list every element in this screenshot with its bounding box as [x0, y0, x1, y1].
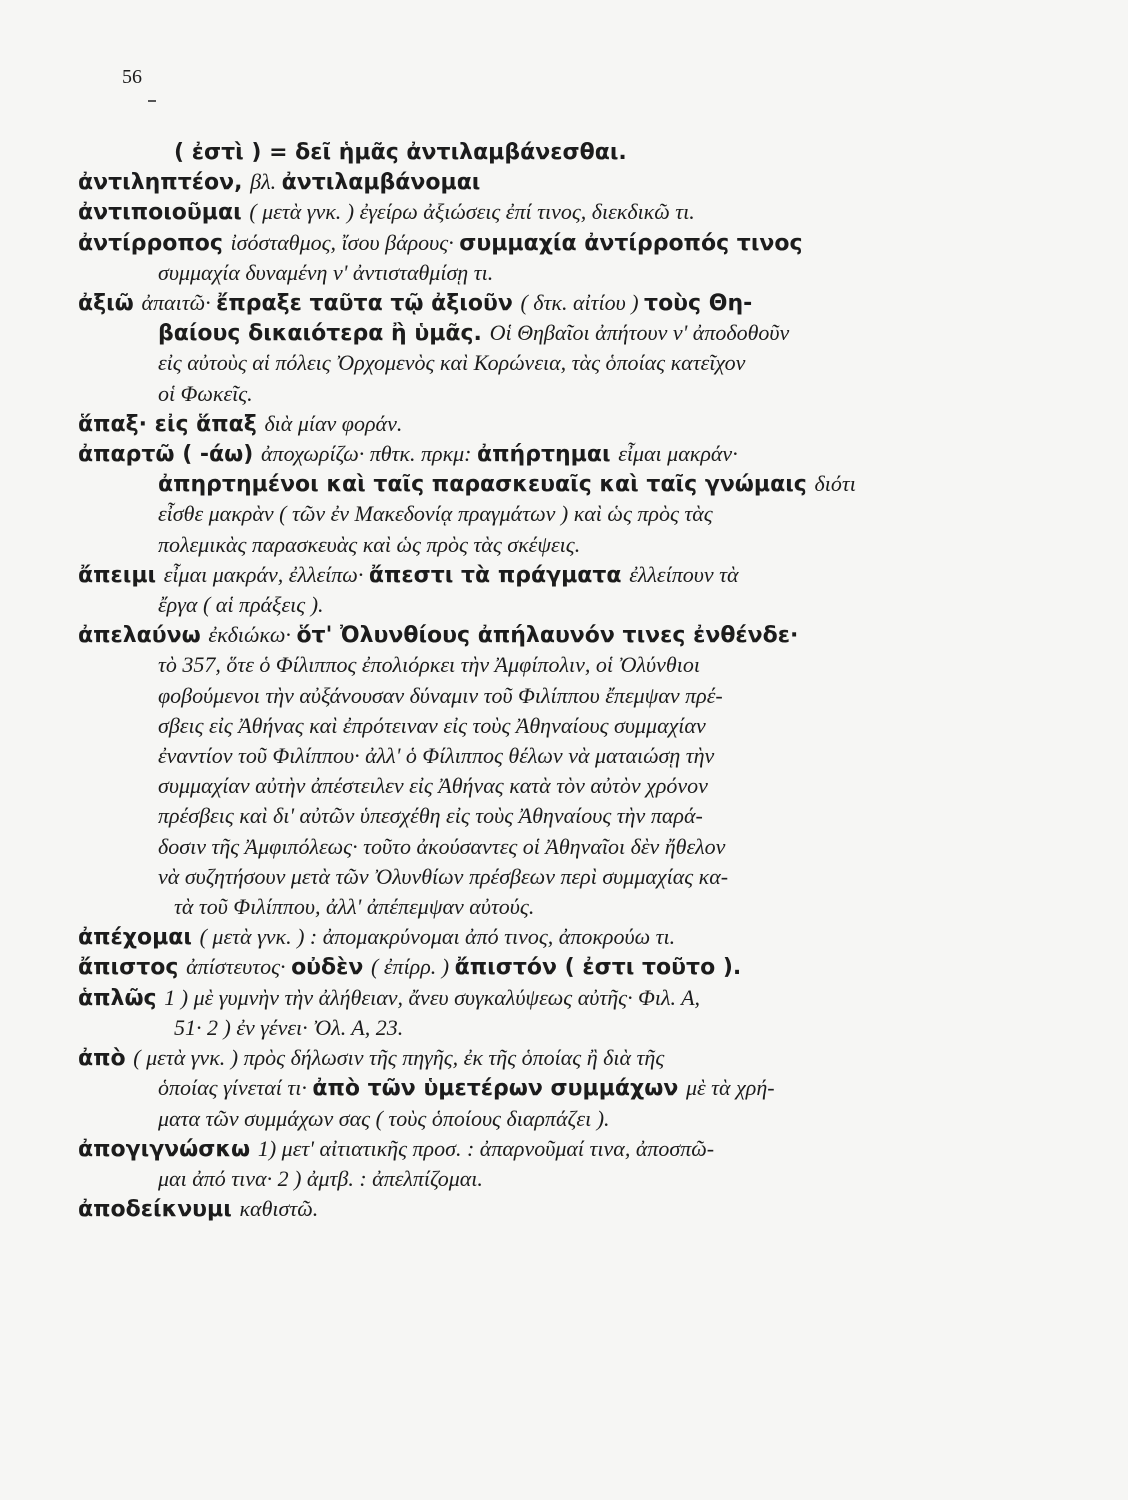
- headword-or-phrase: βαίους δικαιότερα ἢ ὑμᾶς.: [158, 321, 490, 347]
- definition-text: εἰς αὐτοὺς αἱ πόλεις Ὀρχομενὸς καὶ Κορώνεια, τὰς ὁποίας κατεῖχον: [158, 350, 746, 376]
- headword-or-phrase: ἀντιποιοῦμαι: [78, 200, 250, 226]
- text-line: [78, 1134, 978, 1164]
- text-line: [78, 1013, 978, 1043]
- definition-text: φοβούμενοι τὴν αὐξάνουσαν δύναμιν τοῦ Φιλίππου ἔπεμψαν πρέ-: [158, 682, 723, 708]
- headword-or-phrase: ἀπογιγνώσκω: [78, 1136, 258, 1162]
- text-line: [78, 499, 978, 529]
- text-line: [78, 922, 978, 952]
- headword-or-phrase: ἄπεστι τὰ πράγματα: [368, 562, 630, 588]
- headword-or-phrase: ἀντίρροπος: [78, 230, 231, 256]
- definition-text: τὰ τοῦ Φιλίππου, ἀλλ' ἀπέπεμψαν αὐτούς.: [174, 894, 535, 920]
- definition-text: ἐκδιώκω·: [208, 622, 297, 648]
- definition-text: διὰ μίαν φοράν.: [264, 410, 403, 436]
- headword-or-phrase: ἀπηρτημένοι καὶ ταῖς παρασκευαῖς καὶ ταῖς γνώμαις: [158, 472, 815, 498]
- headword-or-phrase: ἄπιστος: [78, 955, 187, 981]
- definition-text: ἀπίστευτος·: [186, 954, 292, 980]
- definition-text: σβεις εἰς Ἀθήνας καὶ ἐπρότειναν εἰς τοὺς Ἀθηναίους συμμαχίαν: [158, 712, 706, 738]
- definition-text: πρέσβεις καὶ δι' αὐτῶν ὑπεσχέθη εἰς τοὺς Ἀθηναίους τὴν παρά-: [158, 803, 703, 829]
- headword-or-phrase: ἄπιστόν ( ἐστι τοῦτο ).: [454, 955, 742, 981]
- definition-text: διότι: [814, 471, 856, 497]
- headword-or-phrase: ( ἐστὶ ) = δεῖ ἡμᾶς ἀντιλαμβάνεσθαι.: [174, 140, 627, 165]
- headword-or-phrase: ἀντιληπτέον,: [78, 170, 251, 196]
- text-line: [78, 318, 978, 348]
- text-line: [78, 167, 978, 197]
- definition-text: ἀποχωρίζω· πθτκ. πρκμ:: [261, 441, 478, 467]
- definition-text: 1) μετ' αἰτιατικῆς προσ. : ἀπαρνοῦμαί τινα, ἀποσπῶ-: [257, 1135, 715, 1161]
- headword-or-phrase: ἔπραξε ταῦτα τῷ ἀξιοῦν: [216, 291, 521, 317]
- dictionary-text: [78, 138, 978, 1224]
- text-line: [78, 409, 978, 439]
- text-line: [78, 681, 978, 711]
- headword-or-phrase: ἀπὸ τῶν ὑμετέρων συμμάχων: [312, 1076, 686, 1102]
- text-line: [78, 258, 978, 288]
- text-line: [78, 711, 978, 741]
- definition-text: ματα τῶν συμμάχων σας ( τοὺς ὁποίους διαρπάζει ).: [158, 1105, 610, 1131]
- definition-text: ἀπαιτῶ·: [141, 290, 217, 316]
- text-line: [78, 228, 978, 258]
- headword-or-phrase: ὅτ' Ὀλυνθίους ἀπήλαυνόν τινες ἐνθένδε·: [296, 623, 799, 649]
- text-line: [78, 138, 978, 167]
- text-line: [78, 379, 978, 409]
- text-line: [78, 560, 978, 590]
- definition-text: εἶσθε μακρὰν ( τῶν ἐν Μακεδονίᾳ πραγμάτων ) καὶ ὡς πρὸς τὰς: [158, 501, 713, 527]
- text-line: [78, 620, 978, 650]
- text-line: [78, 862, 978, 892]
- definition-text: πολεμικὰς παρασκευὰς καὶ ὡς πρὸς τὰς σκέψεις.: [158, 531, 581, 557]
- definition-text: μὲ τὰ χρή-: [685, 1075, 775, 1101]
- definition-text: εἶμαι μακράν, ἐλλείπω·: [163, 561, 369, 587]
- headword-or-phrase: ἄπειμι: [78, 562, 164, 588]
- text-line: [78, 197, 978, 227]
- definition-text: ὁποίας γίνεταί τι·: [158, 1075, 313, 1101]
- text-line: [78, 952, 978, 982]
- definition-text: συμμαχία δυναμένη ν' ἀντισταθμίσῃ τι.: [158, 259, 494, 285]
- definition-text: εἶμαι μακράν·: [618, 441, 738, 467]
- headword-or-phrase: τοὺς Θη-: [644, 291, 753, 317]
- definition-text: ἐλλείπουν τὰ: [629, 561, 739, 587]
- definition-text: συμμαχίαν αὐτὴν ἀπέστειλεν εἰς Ἀθήνας κατὰ τὸν αὐτὸν χρόνον: [158, 773, 708, 799]
- definition-text: ἰσόσταθμος, ἴσου βάρους·: [230, 229, 460, 255]
- headword-or-phrase: ἁπλῶς: [78, 985, 165, 1011]
- text-line: [78, 741, 978, 771]
- text-line: [78, 1073, 978, 1103]
- headword-or-phrase: ἀπήρτημαι: [477, 442, 619, 468]
- definition-text: ( μετὰ γνκ. ) ἐγείρω ἀξιώσεις ἐπί τινος, διεκδικῶ τι.: [249, 199, 695, 225]
- headword-or-phrase: ἀπέχομαι: [78, 925, 200, 951]
- text-line: [78, 650, 978, 680]
- definition-text: καθιστῶ.: [239, 1196, 319, 1222]
- definition-text: 51· 2 ) ἐν γένει· Ὀλ. Α, 23.: [174, 1014, 404, 1040]
- headword-or-phrase: συμμαχία ἀντίρροπός τινος: [459, 230, 803, 256]
- text-line: [78, 348, 978, 378]
- text-line: [78, 1043, 978, 1073]
- text-line: [78, 1164, 978, 1194]
- headword-or-phrase: ἀξιῶ: [78, 291, 142, 317]
- definition-text: ( δτκ. αἰτίου ): [520, 290, 645, 316]
- text-line: [78, 469, 978, 499]
- headword-or-phrase: ἅπαξ· εἰς ἅπαξ: [78, 411, 265, 437]
- page-number: 56: [122, 66, 142, 88]
- text-line: [78, 439, 978, 469]
- text-line: [78, 832, 978, 862]
- text-line: [78, 771, 978, 801]
- definition-text: ( ἐπίρρ. ): [371, 954, 455, 980]
- text-line: [78, 1194, 978, 1224]
- definition-text: ἐναντίον τοῦ Φιλίππου· ἀλλ' ὁ Φίλιππος θέλων νὰ ματαιώσῃ τὴν: [158, 743, 715, 769]
- definition-text: Οἱ Θηβαῖοι ἀπήτουν ν' ἀποδοθοῦν: [489, 320, 790, 346]
- text-line: [78, 892, 978, 922]
- definition-text: δοσιν τῆς Ἀμφιπόλεως· τοῦτο ἀκούσαντες οἱ Ἀθηναῖοι δὲν ἤθελον: [158, 833, 726, 859]
- headword-or-phrase: ἀπελαύνω: [78, 623, 209, 649]
- definition-text: βλ.: [250, 169, 282, 195]
- definition-text: ( μετὰ γνκ. ) πρὸς δήλωσιν τῆς πηγῆς, ἐκ τῆς ὁποίας ἢ διὰ τῆς: [133, 1045, 665, 1071]
- definition-text: ( μετὰ γνκ. ) : ἀπομακρύνομαι ἀπό τινος, ἀποκρούω τι.: [199, 924, 676, 950]
- definition-text: μαι ἀπό τινα· 2 ) ἀμτβ. : ἀπελπίζομαι.: [158, 1165, 483, 1191]
- text-line: [78, 983, 978, 1013]
- text-line: [78, 530, 978, 560]
- headword-or-phrase: οὐδὲν: [291, 955, 372, 981]
- decorative-dash: [148, 100, 156, 102]
- text-line: [78, 288, 978, 318]
- definition-text: τὸ 357, ὅτε ὁ Φίλιππος ἐπολιόρκει τὴν Ἀμφίπολιν, οἱ Ὀλύνθιοι: [158, 652, 700, 678]
- headword-or-phrase: ἀντιλαμβάνομαι: [281, 170, 481, 196]
- headword-or-phrase: ἀπαρτῶ ( -άω): [78, 442, 261, 468]
- text-line: [78, 590, 978, 620]
- headword-or-phrase: ἀποδείκνυμι: [78, 1197, 240, 1223]
- definition-text: ἔργα ( αἱ πράξεις ).: [158, 592, 324, 618]
- text-line: [78, 801, 978, 831]
- definition-text: 1 ) μὲ γυμνὴν τὴν ἀλήθειαν, ἄνευ συγκαλύψεως αὐτῆς· Φιλ. Α,: [164, 984, 701, 1010]
- definition-text: νὰ συζητήσουν μετὰ τῶν Ὀλυνθίων πρέσβεων περὶ συμμαχίας κα-: [158, 863, 729, 889]
- headword-or-phrase: ἀπὸ: [78, 1046, 134, 1072]
- definition-text: οἱ Φωκεῖς.: [158, 380, 253, 406]
- text-line: [78, 1104, 978, 1134]
